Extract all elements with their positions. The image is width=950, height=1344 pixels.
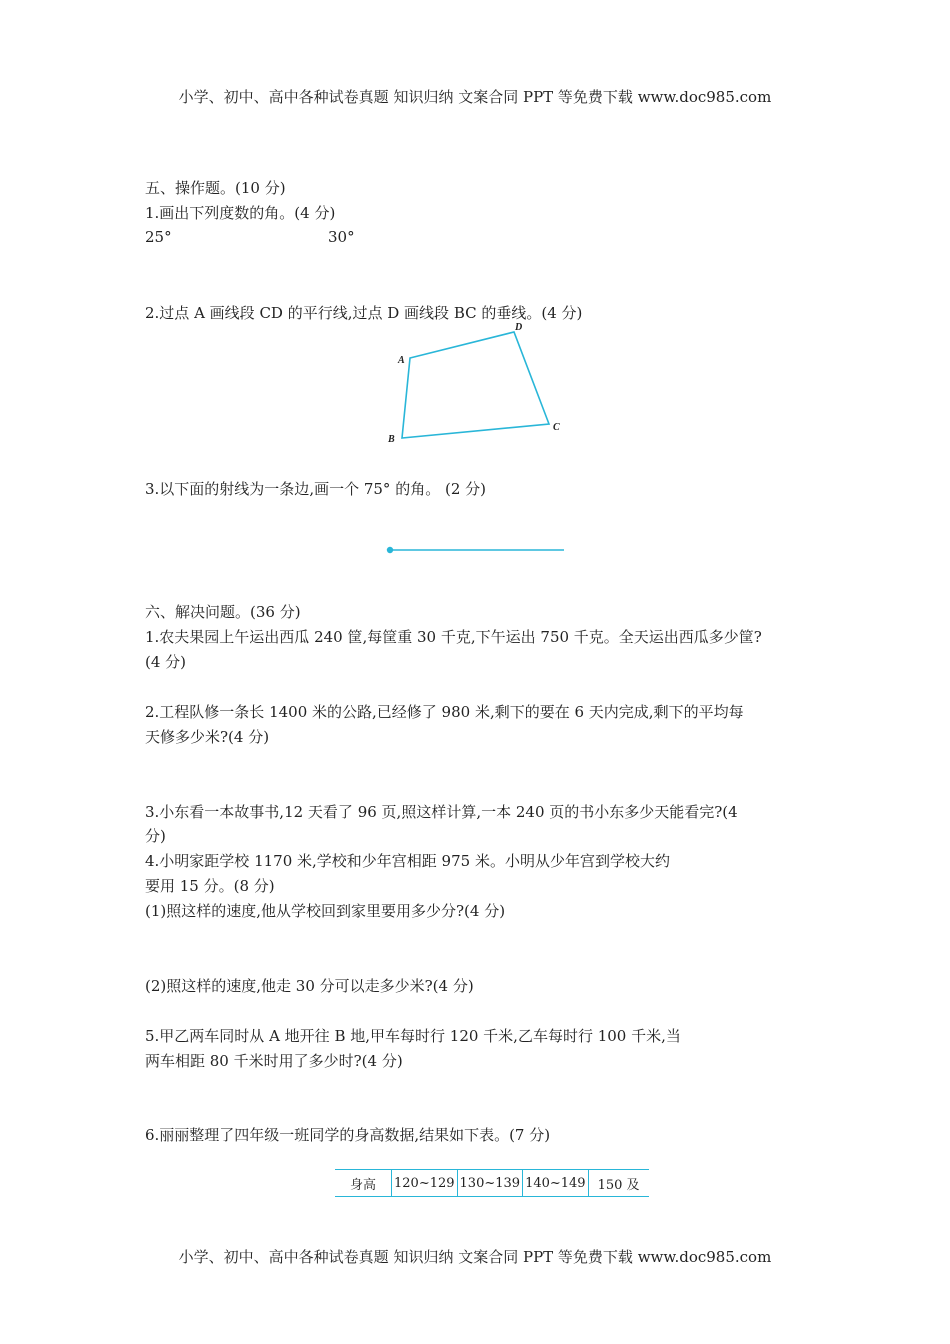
question-6-1-line2: (4 分) — [145, 653, 187, 671]
quadrilateral-abcd — [402, 332, 549, 438]
angle-25-label: 25° — [145, 228, 172, 246]
question-6-4-sub2: (2)照这样的速度,他走 30 分可以走多少米?(4 分) — [145, 977, 474, 995]
question-6-4-line2: 要用 15 分。(8 分) — [145, 877, 275, 895]
question-6-6: 6.丽丽整理了四年级一班同学的身高数据,结果如下表。(7 分) — [145, 1126, 551, 1144]
quadrilateral-abcd-figure — [380, 318, 580, 453]
height-table — [335, 1169, 649, 1197]
point-d-label: D — [515, 322, 523, 333]
question-5-3: 3.以下面的射线为一条边,画一个 75° 的角。 (2 分) — [145, 480, 486, 498]
question-5-1: 1.画出下列度数的角。(4 分) — [145, 204, 336, 222]
table-cell: 140~149 — [523, 1170, 589, 1197]
table-cell-header: 身高 — [335, 1170, 392, 1197]
page-footer: 小学、初中、高中各种试卷真题 知识归纳 文案合同 PPT 等免费下载 www.doc985.com — [178, 1248, 772, 1266]
section6-title: 六、解决问题。(36 分) — [145, 603, 301, 621]
page-header: 小学、初中、高中各种试卷真题 知识归纳 文案合同 PPT 等免费下载 www.doc985.com — [178, 88, 772, 106]
question-6-2-line2: 天修多少米?(4 分) — [145, 728, 270, 746]
question-6-3-line1: 3.小东看一本故事书,12 天看了 96 页,照这样计算,一本 240 页的书小东多少天能看完?(4 — [145, 803, 738, 821]
question-6-3-line2: 分) — [145, 827, 166, 845]
question-5-2: 2.过点 A 画线段 CD 的平行线,过点 D 画线段 BC 的垂线。(4 分) — [145, 304, 583, 322]
question-6-5-line1: 5.甲乙两车同时从 A 地开往 B 地,甲车每时行 120 千米,乙车每时行 100 千米,当 — [145, 1027, 681, 1045]
question-6-4-line1: 4.小明家距学校 1170 米,学校和少年宫相距 975 米。小明从少年宫到学校大约 — [145, 852, 670, 870]
table-cell: 120~129 — [392, 1170, 458, 1197]
point-a-label: A — [398, 355, 405, 366]
question-6-4-sub1: (1)照这样的速度,他从学校回到家里要用多少分?(4 分) — [145, 902, 506, 920]
table-row — [335, 1170, 649, 1197]
angle-30-label: 30° — [328, 228, 355, 246]
question-6-1-line1: 1.农夫果园上午运出西瓜 240 筐,每筐重 30 千克,下午运出 750 千克。全天运出西瓜多少筐? — [145, 628, 762, 646]
point-c-label: C — [553, 422, 560, 433]
point-b-label: B — [388, 434, 395, 445]
ray-figure — [384, 543, 568, 557]
ray-endpoint — [387, 547, 393, 553]
section5-title: 五、操作题。(10 分) — [145, 179, 286, 197]
table-cell: 150 及 — [588, 1170, 649, 1197]
question-6-2-line1: 2.工程队修一条长 1400 米的公路,已经修了 980 米,剩下的要在 6 天内完成,剩下的平均每 — [145, 703, 744, 721]
question-6-5-line2: 两车相距 80 千米时用了多少时?(4 分) — [145, 1052, 403, 1070]
table-cell: 130~139 — [457, 1170, 523, 1197]
